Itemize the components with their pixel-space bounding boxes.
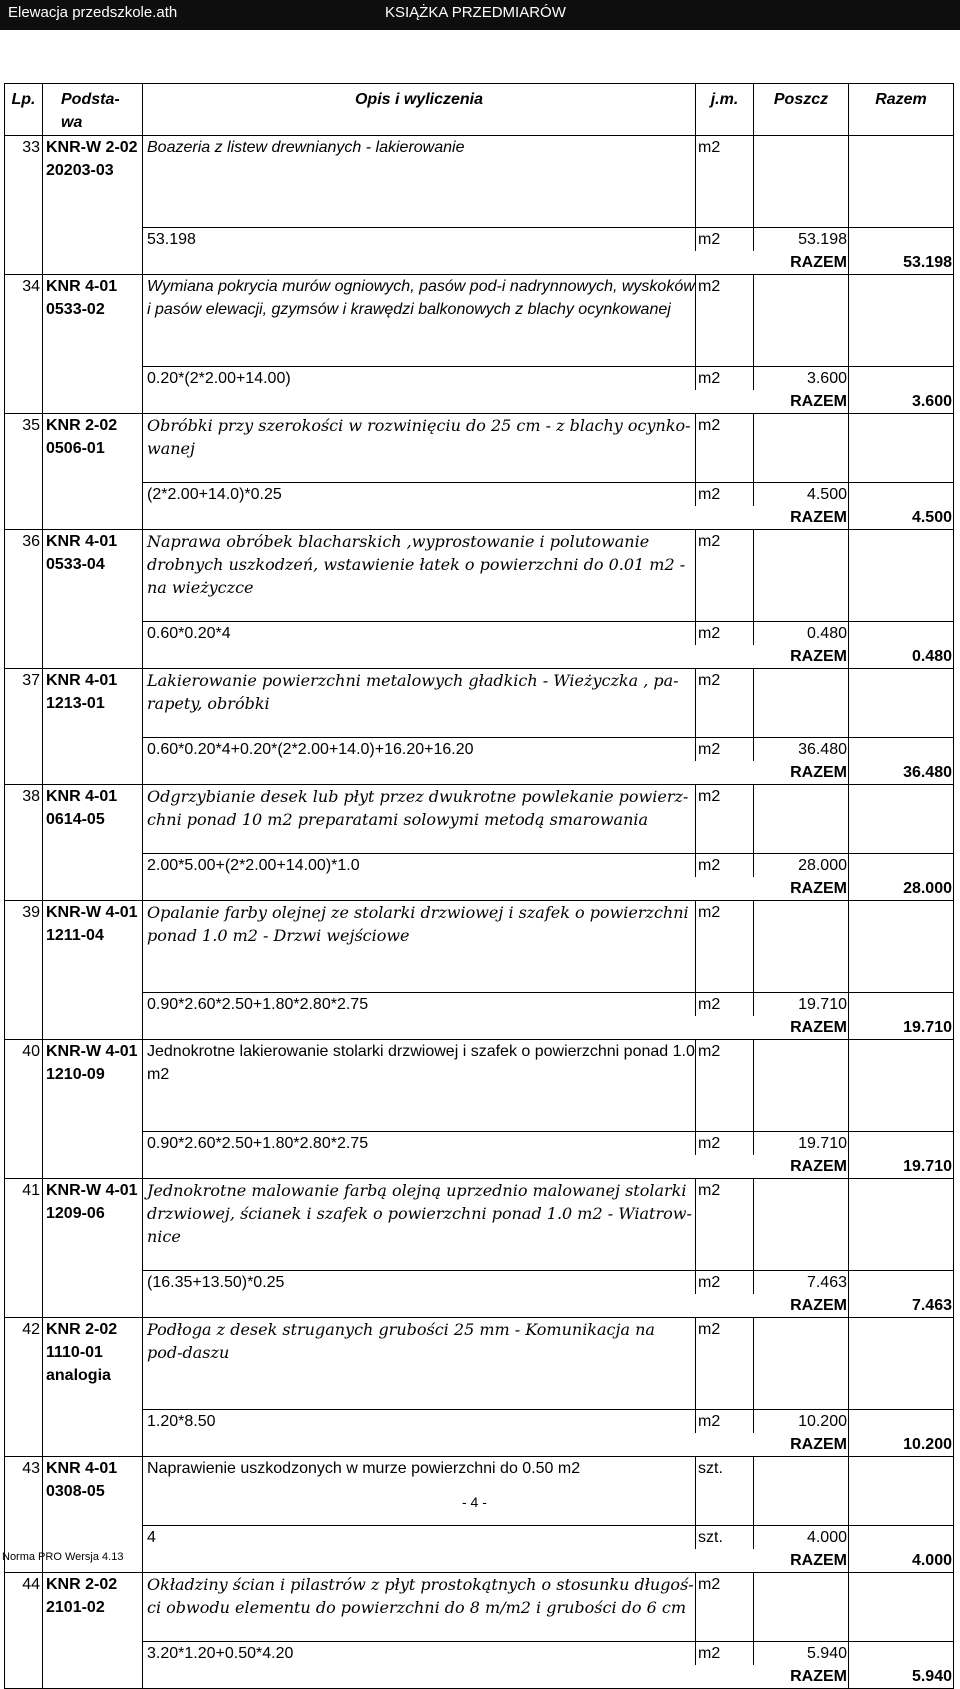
- row-razem-empty: [849, 1573, 954, 1642]
- row-razem-empty: [849, 414, 954, 483]
- row-unit: m2: [696, 1573, 754, 1642]
- row-poszcz-value: 4.000: [754, 1526, 849, 1550]
- row-razem-empty: [849, 275, 954, 367]
- row-calc-unit: m2: [696, 483, 754, 507]
- row-razem-empty: [849, 1410, 954, 1434]
- razem-row: [5, 877, 954, 901]
- row-calc-unit: m2: [696, 854, 754, 878]
- row-razem-empty: [849, 1271, 954, 1295]
- table-body: [5, 136, 954, 1689]
- row-number: 42: [5, 1318, 43, 1457]
- razem-spacer: [143, 1016, 754, 1040]
- row-calculation: (2*2.00+14.0)*0.25: [143, 483, 696, 507]
- row-unit: m2: [696, 669, 754, 738]
- row-description: Opalanie farby olejnej ze stolarki drzwiowej i szafek o powierzchni ponad 1.0 m2 - Drzwi wejściowe: [143, 901, 696, 993]
- row-unit: m2: [696, 136, 754, 228]
- row-unit: m2: [696, 1179, 754, 1271]
- razem-value: 28.000: [849, 877, 954, 901]
- razem-label: RAZEM: [754, 251, 849, 275]
- row-razem-empty: [849, 993, 954, 1017]
- table-row: [5, 136, 954, 228]
- row-unit: m2: [696, 530, 754, 622]
- row-number: 37: [5, 669, 43, 785]
- row-razem-empty: [849, 1457, 954, 1526]
- row-number: 34: [5, 275, 43, 414]
- row-poszcz-empty: [754, 414, 849, 483]
- row-description: Okładziny ścian i pilastrów z płyt prostokątnych o stosunku długoś-ci obwodu elementu do powierzchni do 8 m/m2 i grubości do 6 cm: [143, 1573, 696, 1642]
- row-basis: KNR-W 2-02 20203-03: [43, 136, 143, 275]
- row-poszcz-value: 28.000: [754, 854, 849, 878]
- row-calculation: 53.198: [143, 228, 696, 252]
- row-razem-empty: [849, 1040, 954, 1132]
- row-basis: KNR-W 4-01 1210-09: [43, 1040, 143, 1179]
- table-row: [5, 530, 954, 622]
- file-name: Elewacja przedszkole.ath: [8, 4, 178, 21]
- row-calc-unit: m2: [696, 1410, 754, 1434]
- row-razem-empty: [849, 1132, 954, 1156]
- calc-row: [5, 854, 954, 878]
- row-razem-empty: [849, 669, 954, 738]
- calc-row: [5, 993, 954, 1017]
- razem-value: 10.200: [849, 1433, 954, 1457]
- row-description: Naprawienie uszkodzonych w murze powierzchni do 0.50 m2: [143, 1457, 696, 1526]
- razem-row: [5, 390, 954, 414]
- table-row: [5, 1457, 954, 1526]
- razem-label: RAZEM: [754, 645, 849, 669]
- table-row: [5, 1179, 954, 1271]
- row-calculation: 0.60*0.20*4+0.20*(2*2.00+14.0)+16.20+16.20: [143, 738, 696, 762]
- razem-value: 53.198: [849, 251, 954, 275]
- table-header-row: [5, 84, 954, 136]
- row-number: 40: [5, 1040, 43, 1179]
- row-basis: KNR 2-02 1110-01 analogia: [43, 1318, 143, 1457]
- table-row: [5, 1040, 954, 1132]
- row-poszcz-empty: [754, 1457, 849, 1526]
- calc-row: [5, 1642, 954, 1666]
- row-description: Obróbki przy szerokości w rozwinięciu do 25 cm - z blachy ocynko-wanej: [143, 414, 696, 483]
- row-basis: KNR 4-01 0614-05: [43, 785, 143, 901]
- row-poszcz-value: 19.710: [754, 993, 849, 1017]
- row-number: 38: [5, 785, 43, 901]
- razem-label: RAZEM: [754, 390, 849, 414]
- row-basis: KNR 4-01 0533-02: [43, 275, 143, 414]
- razem-label: RAZEM: [754, 506, 849, 530]
- calc-row: [5, 228, 954, 252]
- razem-row: [5, 1294, 954, 1318]
- row-basis: KNR-W 4-01 1209-06: [43, 1179, 143, 1318]
- app-header: [0, 0, 960, 30]
- row-poszcz-empty: [754, 275, 849, 367]
- calc-row: [5, 622, 954, 646]
- row-calc-unit: m2: [696, 367, 754, 391]
- row-poszcz-value: 7.463: [754, 1271, 849, 1295]
- table-row: [5, 1573, 954, 1642]
- col-header-poszcz: Poszcz: [754, 84, 849, 136]
- row-calculation: 4: [143, 1526, 696, 1550]
- row-razem-empty: [849, 530, 954, 622]
- row-razem-empty: [849, 136, 954, 228]
- row-unit: szt.: [696, 1457, 754, 1526]
- table-row: [5, 1318, 954, 1410]
- row-calculation: 0.60*0.20*4: [143, 622, 696, 646]
- table-row: [5, 669, 954, 738]
- row-number: 33: [5, 136, 43, 275]
- row-basis: KNR 2-02 2101-02: [43, 1573, 143, 1689]
- table-row: [5, 275, 954, 367]
- calc-row: [5, 483, 954, 507]
- col-header-jm: j.m.: [696, 84, 754, 136]
- row-poszcz-value: 53.198: [754, 228, 849, 252]
- razem-spacer: [143, 251, 754, 275]
- row-razem-empty: [849, 785, 954, 854]
- row-calc-unit: m2: [696, 1132, 754, 1156]
- row-calc-unit: szt.: [696, 1526, 754, 1550]
- row-razem-empty: [849, 854, 954, 878]
- razem-row: [5, 1549, 954, 1573]
- row-poszcz-value: 0.480: [754, 622, 849, 646]
- razem-label: RAZEM: [754, 1549, 849, 1573]
- row-poszcz-empty: [754, 1318, 849, 1410]
- row-number: 39: [5, 901, 43, 1040]
- razem-spacer: [143, 1549, 754, 1573]
- calc-row: [5, 1271, 954, 1295]
- row-calculation: 1.20*8.50: [143, 1410, 696, 1434]
- row-number: 44: [5, 1573, 43, 1689]
- measurement-table: [4, 83, 954, 1689]
- calc-row: [5, 1132, 954, 1156]
- row-calculation: (16.35+13.50)*0.25: [143, 1271, 696, 1295]
- row-calculation: 0.90*2.60*2.50+1.80*2.80*2.75: [143, 1132, 696, 1156]
- razem-row: [5, 645, 954, 669]
- row-poszcz-empty: [754, 669, 849, 738]
- row-razem-empty: [849, 1179, 954, 1271]
- razem-label: RAZEM: [754, 877, 849, 901]
- row-description: Naprawa obróbek blacharskich ,wyprostowanie i polutowanie drobnych uszkodzeń, wstawienie łatek o powierzchni do 0.01 m2 - na wieżyczce: [143, 530, 696, 622]
- row-calc-unit: m2: [696, 1271, 754, 1295]
- razem-value: 5.940: [849, 1665, 954, 1689]
- col-header-opis: Opis i wyliczenia: [143, 84, 696, 136]
- row-basis: KNR 4-01 1213-01: [43, 669, 143, 785]
- row-unit: m2: [696, 901, 754, 993]
- row-description: Podłoga z desek struganych grubości 25 mm - Komunikacja na pod-daszu: [143, 1318, 696, 1410]
- razem-spacer: [143, 1155, 754, 1179]
- razem-spacer: [143, 877, 754, 901]
- row-unit: m2: [696, 1040, 754, 1132]
- row-calculation: 0.90*2.60*2.50+1.80*2.80*2.75: [143, 993, 696, 1017]
- row-razem-empty: [849, 1642, 954, 1666]
- row-calculation: 0.20*(2*2.00+14.00): [143, 367, 696, 391]
- row-number: 35: [5, 414, 43, 530]
- row-razem-empty: [849, 483, 954, 507]
- row-calc-unit: m2: [696, 228, 754, 252]
- razem-spacer: [143, 1294, 754, 1318]
- razem-spacer: [143, 761, 754, 785]
- row-description: Lakierowanie powierzchni metalowych gładkich - Wieżyczka , pa-rapety, obróbki: [143, 669, 696, 738]
- row-number: 41: [5, 1179, 43, 1318]
- row-poszcz-value: 4.500: [754, 483, 849, 507]
- col-header-podstawa: Podsta- wa: [43, 84, 143, 136]
- row-unit: m2: [696, 275, 754, 367]
- row-basis: KNR 2-02 0506-01: [43, 414, 143, 530]
- razem-value: 0.480: [849, 645, 954, 669]
- row-razem-empty: [849, 228, 954, 252]
- razem-row: [5, 761, 954, 785]
- row-razem-empty: [849, 622, 954, 646]
- row-poszcz-empty: [754, 901, 849, 993]
- row-description: Boazeria z listew drewnianych - lakierowanie: [143, 136, 696, 228]
- razem-row: [5, 1155, 954, 1179]
- row-calculation: 2.00*5.00+(2*2.00+14.00)*1.0: [143, 854, 696, 878]
- row-poszcz-value: 10.200: [754, 1410, 849, 1434]
- col-header-razem: Razem: [849, 84, 954, 136]
- row-razem-empty: [849, 1526, 954, 1550]
- row-basis: KNR 4-01 0308-05: [43, 1457, 143, 1573]
- table-row: [5, 785, 954, 854]
- row-unit: m2: [696, 785, 754, 854]
- razem-value: 7.463: [849, 1294, 954, 1318]
- row-calc-unit: m2: [696, 1642, 754, 1666]
- razem-label: RAZEM: [754, 1433, 849, 1457]
- row-razem-empty: [849, 901, 954, 993]
- row-poszcz-value: 19.710: [754, 1132, 849, 1156]
- razem-row: [5, 1433, 954, 1457]
- razem-row: [5, 506, 954, 530]
- razem-row: [5, 1665, 954, 1689]
- calc-row: [5, 1526, 954, 1550]
- row-description: Jednokrotne malowanie farbą olejną uprzednio malowanej stolarki drzwiowej, ścianek i szafek o powierzchni ponad 1.0 m2 - Wiatrow-nice: [143, 1179, 696, 1271]
- table-row: [5, 901, 954, 993]
- row-unit: m2: [696, 1318, 754, 1410]
- row-poszcz-empty: [754, 1573, 849, 1642]
- calc-row: [5, 738, 954, 762]
- razem-spacer: [143, 506, 754, 530]
- razem-value: 4.000: [849, 1549, 954, 1573]
- row-razem-empty: [849, 738, 954, 762]
- razem-value: 4.500: [849, 506, 954, 530]
- razem-value: 3.600: [849, 390, 954, 414]
- row-poszcz-value: 5.940: [754, 1642, 849, 1666]
- razem-spacer: [143, 1433, 754, 1457]
- row-unit: m2: [696, 414, 754, 483]
- row-razem-empty: [849, 1318, 954, 1410]
- razem-spacer: [143, 1665, 754, 1689]
- document-title: KSIĄŻKA PRZEDMIARÓW: [385, 4, 566, 21]
- calc-row: [5, 1410, 954, 1434]
- razem-label: RAZEM: [754, 1294, 849, 1318]
- row-basis: KNR-W 4-01 1211-04: [43, 901, 143, 1040]
- row-poszcz-value: 3.600: [754, 367, 849, 391]
- row-poszcz-value: 36.480: [754, 738, 849, 762]
- razem-row: [5, 251, 954, 275]
- row-poszcz-empty: [754, 1179, 849, 1271]
- razem-label: RAZEM: [754, 1155, 849, 1179]
- row-description: Odgrzybianie desek lub płyt przez dwukrotne powlekanie powierz-chni ponad 10 m2 preparatami solowymi metodą smarowania: [143, 785, 696, 854]
- razem-label: RAZEM: [754, 761, 849, 785]
- razem-spacer: [143, 645, 754, 669]
- software-version: Norma PRO Wersja 4.13: [2, 1551, 124, 1563]
- row-number: 36: [5, 530, 43, 669]
- row-calc-unit: m2: [696, 993, 754, 1017]
- razem-row: [5, 1016, 954, 1040]
- row-description: Jednokrotne lakierowanie stolarki drzwiowej i szafek o powierzchni ponad 1.0 m2: [143, 1040, 696, 1132]
- page-number: - 4 -: [462, 1494, 487, 1510]
- row-basis: KNR 4-01 0533-04: [43, 530, 143, 669]
- row-poszcz-empty: [754, 785, 849, 854]
- row-calc-unit: m2: [696, 738, 754, 762]
- razem-value: 19.710: [849, 1155, 954, 1179]
- razem-spacer: [143, 390, 754, 414]
- row-poszcz-empty: [754, 1040, 849, 1132]
- razem-value: 36.480: [849, 761, 954, 785]
- row-description: Wymiana pokrycia murów ogniowych, pasów pod-i nadrynnowych, wyskoków i pasów elewacji, gzymsów i krawędzi balkonowych z blachy ocynkowanej: [143, 275, 696, 367]
- calc-row: [5, 367, 954, 391]
- row-calculation: 3.20*1.20+0.50*4.20: [143, 1642, 696, 1666]
- razem-label: RAZEM: [754, 1016, 849, 1040]
- row-poszcz-empty: [754, 136, 849, 228]
- razem-label: RAZEM: [754, 1665, 849, 1689]
- row-calc-unit: m2: [696, 622, 754, 646]
- razem-value: 19.710: [849, 1016, 954, 1040]
- row-number: 43: [5, 1457, 43, 1573]
- row-poszcz-empty: [754, 530, 849, 622]
- row-razem-empty: [849, 367, 954, 391]
- table-row: [5, 414, 954, 483]
- col-header-lp: Lp.: [5, 84, 43, 136]
